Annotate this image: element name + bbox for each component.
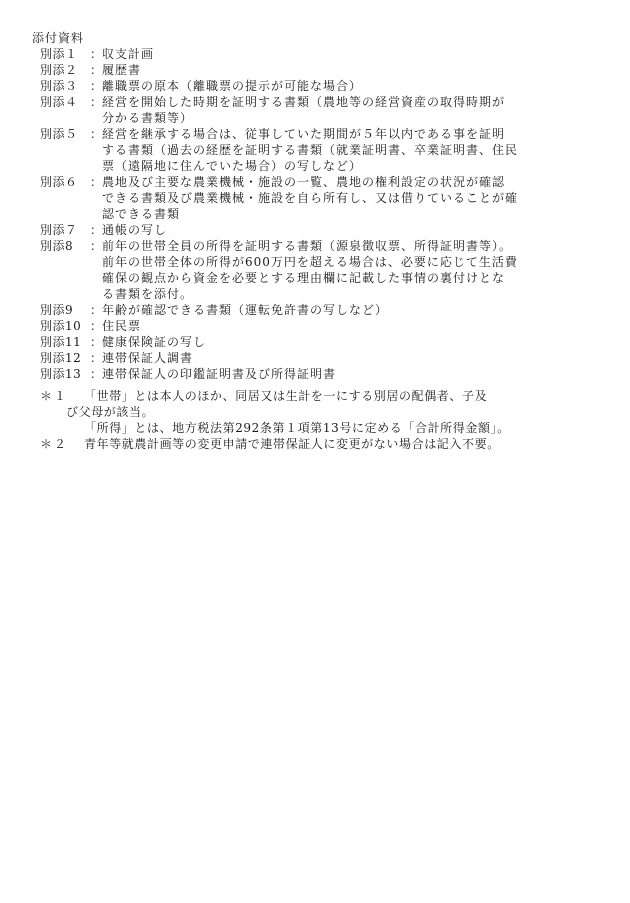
separator: ： <box>90 79 103 93</box>
attachment-label: 別添５ <box>40 127 78 141</box>
description-line: 連帯保証人の印鑑証明書及び所得証明書 <box>102 367 337 381</box>
attachment-description <box>100 94 610 126</box>
description-line: 前年の世帯全体の所得が600万円を超える場合は、必要に応じて生活費 <box>102 255 518 269</box>
attachment-label: 別添13 <box>40 367 82 381</box>
attachment-item <box>40 174 610 222</box>
footnote-line: 「世帯」とは本人のほか、同居又は生計を一にする別居の配偶者、子及 <box>84 389 488 403</box>
attachment-item <box>40 62 610 78</box>
attachment-item <box>40 302 610 318</box>
separator: ： <box>90 223 103 237</box>
attachment-item <box>40 238 610 302</box>
description-line: できる書類及び農業機械・施設を自ら所有し、又は借りていることが確 <box>102 191 519 205</box>
notes-section <box>40 388 610 452</box>
attachment-label: 別添9 <box>40 303 74 317</box>
attachment-label: 別添３ <box>40 79 78 93</box>
separator: ： <box>90 95 103 109</box>
attachment-list <box>40 46 610 382</box>
attachment-description <box>100 126 610 174</box>
attachment-item <box>40 222 610 238</box>
attachment-item <box>40 318 610 334</box>
description-line: 住民票 <box>102 319 142 333</box>
separator: ： <box>90 47 103 61</box>
attachment-label: 別添２ <box>40 63 78 77</box>
footnote-line: 青年等就農計画等の変更申請で連帯保証人に変更がない場合は記入不要。 <box>84 437 500 451</box>
description-line: する書類（過去の経歴を証明する書類（就業証明書、卒業証明書、住民 <box>102 143 519 157</box>
attachment-item <box>40 78 610 94</box>
attachment-label: 別添７ <box>40 223 78 237</box>
description-line: 経営を継承する場合は、従事していた期間が５年以内である事を証明 <box>102 127 506 141</box>
attachment-label: 別添12 <box>40 351 82 365</box>
description-line: 履歴書 <box>102 63 142 77</box>
attachment-description <box>100 174 610 222</box>
attachment-description <box>100 78 610 94</box>
description-line: 分かる書類等） <box>102 111 194 125</box>
attachment-description <box>100 238 610 302</box>
attachment-item <box>40 46 610 62</box>
description-line: 通帳の写し <box>102 223 168 237</box>
footnote-text <box>66 388 610 436</box>
footnote <box>40 436 610 452</box>
attachment-description <box>100 350 610 366</box>
separator: ： <box>90 63 103 77</box>
footnote-line: 「所得」とは、地方税法第292条第１項第13号に定める「合計所得金額」。 <box>84 421 510 435</box>
attachment-description <box>100 302 610 318</box>
attachment-description <box>100 62 610 78</box>
separator: ： <box>90 175 103 189</box>
separator: ： <box>90 319 103 333</box>
attachment-label: 別添４ <box>40 95 78 109</box>
description-line: 確保の観点から資金を必要とする理由欄に記載した事情の裏付けとな <box>102 271 506 285</box>
description-line: 健康保険証の写し <box>102 335 207 349</box>
description-line: 経営を開始した時期を証明する書類（農地等の経営資産の取得時期が <box>102 95 506 109</box>
attachment-label: 別添8 <box>40 239 74 253</box>
footnote-text <box>84 436 610 452</box>
separator: ： <box>90 303 103 317</box>
footnote-mark: ＊２ <box>40 437 69 451</box>
description-line: る書類を添付。 <box>102 287 194 301</box>
description-line: 離職票の原本（離職票の提示が可能な場合） <box>102 79 363 93</box>
attachment-item <box>40 334 610 350</box>
attachment-description <box>100 334 610 350</box>
description-line: 収支計画 <box>102 47 155 61</box>
attachment-description <box>100 318 610 334</box>
separator: ： <box>90 239 103 253</box>
description-line: 認できる書類 <box>102 207 181 221</box>
attachment-label: 別添１ <box>40 47 78 61</box>
attachment-label: 別添６ <box>40 175 78 189</box>
attachment-description <box>100 366 610 382</box>
description-line: 票（遠隔地に住んでいた場合）の写しなど） <box>102 159 363 173</box>
description-line: 連帯保証人調書 <box>102 351 194 365</box>
attachment-label: 別添10 <box>40 319 82 333</box>
description-line: 前年の世帯全員の所得を証明する書類（源泉徴収票、所得証明書等）。 <box>102 239 513 253</box>
document-title: 添付資料 <box>32 31 85 45</box>
footnote-mark: ＊１ <box>40 389 69 403</box>
attachment-label: 別添11 <box>40 335 82 349</box>
attachment-description <box>100 222 610 238</box>
attachment-item <box>40 350 610 366</box>
attachment-description <box>100 46 610 62</box>
attachment-item <box>40 94 610 126</box>
attachment-item <box>40 126 610 174</box>
attachment-item <box>40 366 610 382</box>
footnote <box>40 388 610 436</box>
separator: ： <box>90 127 103 141</box>
description-line: 年齢が確認できる書類（運転免許書の写しなど） <box>102 303 389 317</box>
footnote-line: び父母が該当。 <box>66 405 155 419</box>
separator: ： <box>90 335 103 349</box>
separator: ： <box>90 367 103 381</box>
description-line: 農地及び主要な農業機械・施設の一覧、農地の権利設定の状況が確認 <box>102 175 506 189</box>
separator: ： <box>90 351 103 365</box>
